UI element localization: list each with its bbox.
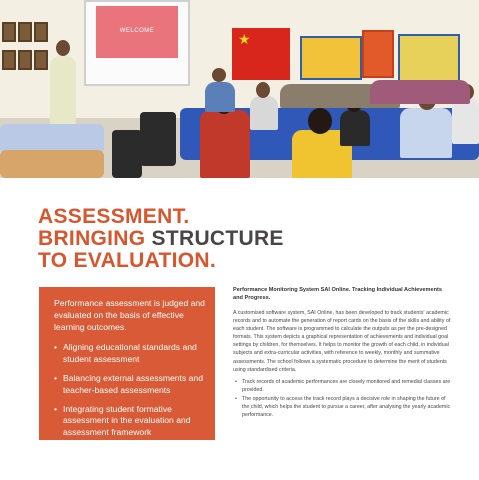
speaker-desk-front — [0, 150, 104, 178]
wall-frame — [18, 50, 32, 70]
display-board — [362, 30, 394, 78]
column-bullet-text: The opportunity to access the track record plays a decisive role in shaping the future of the child, which helps the student to pursue a career, after analysing the yearly academic performance. — [242, 395, 451, 419]
column-body: A customised software system, SAI Online, has been developed to track students' academic records and to automate the generation of report cards on the basis of the skills and ability of each student. The software is programmed to calculate the outputs as per the pre-designed formats. This system depicts a graphical representation of achievements and individual goal settings by children, for themselves. It helps to monitor the growth of each child, in individual subjects and extra-curricular activities, with reference to weekly, monthly and summative assessments. The school follows a systematic procedure to determine the merit of students using standardised criteria. — [233, 310, 451, 373]
monitoring-system-column — [233, 286, 453, 420]
box-bullet-list — [54, 342, 205, 439]
wall-frame — [34, 22, 48, 42]
heading-line-2 — [38, 228, 284, 250]
presentation-slide — [96, 6, 178, 58]
attendee-row — [370, 80, 470, 104]
attendee — [452, 98, 479, 144]
page-heading — [38, 206, 284, 272]
attendee — [250, 96, 278, 130]
speaker — [50, 56, 76, 124]
bullet-icon: • — [54, 372, 58, 383]
bullet-icon: • — [235, 378, 237, 385]
display-board — [398, 34, 460, 82]
bullet-icon: • — [54, 403, 58, 414]
slide-title: WELCOME — [119, 28, 155, 34]
attendee-head — [308, 108, 332, 134]
projector-screen — [84, 0, 190, 86]
box-bullet-text: Integrating student formative assessment in the evaluation and assessment framework — [63, 403, 191, 438]
box-bullet — [54, 342, 205, 366]
attendee — [205, 82, 235, 112]
speaker-head — [56, 40, 70, 56]
column-title: Performance Monitoring System SAI Online. Tracking Individual Achievements and Progress. — [233, 287, 442, 301]
attendee-head — [212, 68, 226, 82]
classroom-photo — [0, 0, 479, 178]
wall-frame — [34, 50, 48, 70]
bullet-icon: • — [235, 395, 237, 402]
attendee-head — [256, 82, 270, 98]
wall-frame — [18, 22, 32, 42]
star-icon: ★ — [238, 31, 251, 47]
column-bullet — [233, 395, 453, 419]
bullet-icon: • — [54, 342, 58, 353]
heading-line-3: TO EVALUATION. — [38, 249, 217, 272]
heading-word-structure: STRUCTURE — [151, 227, 284, 250]
chair — [112, 130, 142, 178]
heading-word-bringing: BRINGING — [38, 227, 146, 250]
wall-flag — [232, 28, 290, 80]
heading-line-1: ASSESSMENT. — [38, 205, 190, 228]
performance-assessment-box — [39, 287, 215, 440]
display-board — [300, 36, 362, 80]
box-bullet — [54, 373, 205, 397]
attendee — [340, 110, 370, 146]
chair — [140, 112, 176, 166]
column-bullet-list — [233, 378, 453, 419]
box-bullet — [54, 404, 205, 439]
wall-frame — [2, 22, 16, 42]
column-bullet-text: Track records of academic performances are closely monitored and remedial classes are provided. — [242, 378, 451, 393]
attendee — [400, 108, 452, 158]
column-bullet — [233, 378, 453, 394]
box-bullet-text: Balancing external assessments and teacher-based assessments — [63, 372, 203, 395]
box-intro: Performance assessment is judged and evaluated on the basis of effective learning outcomes. — [54, 298, 205, 332]
attendee — [200, 110, 250, 178]
wall-frame — [2, 50, 16, 70]
box-bullet-text: Aligning educational standards and student assessment — [63, 342, 197, 365]
